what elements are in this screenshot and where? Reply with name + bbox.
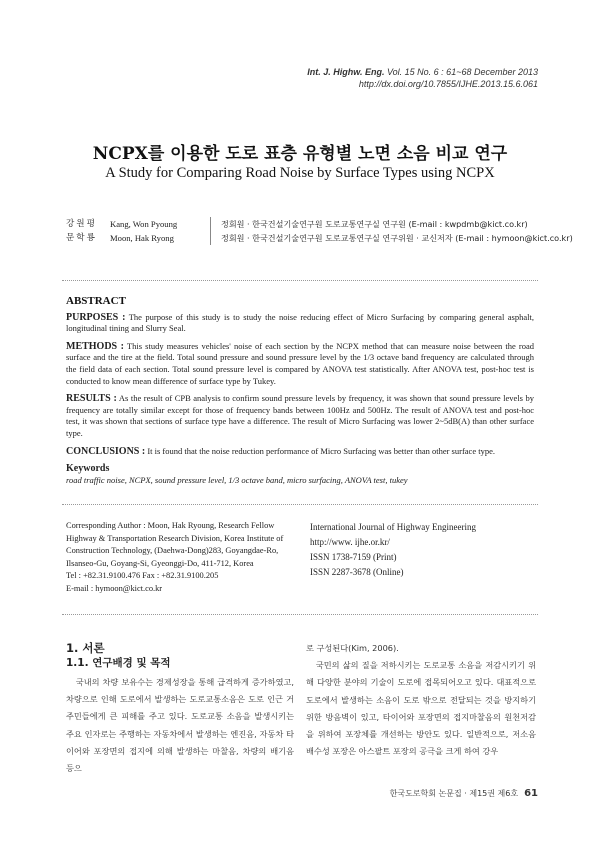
paper-title-korean: NCPX를 이용한 도로 표층 유형별 노면 소음 비교 연구 <box>92 144 508 164</box>
correspondence-line: Ilsanseo-Gu, Goyang-Si, Gyeonggi-Do, 411-712, Korea <box>66 558 254 568</box>
methods-label: METHODS : <box>66 340 124 352</box>
section-heading: 1. 서론 <box>66 641 105 655</box>
author-row <box>66 217 573 231</box>
publication-url[interactable]: http://www. ijhe.or.kr/ <box>310 537 390 547</box>
keywords-label: Keywords <box>66 463 110 475</box>
conclusions-label: CONCLUSIONS : <box>66 445 146 457</box>
abstract-heading: ABSTRACT <box>66 295 126 307</box>
results-label: RESULTS : <box>66 393 117 405</box>
publication-info <box>310 520 538 580</box>
divider <box>62 504 538 505</box>
purposes-text: The purpose of this study is to study the noise reducing effect of Micro Surfacing by comparing general asphalt, longitudinal tining and Slurry Seal. <box>66 311 534 334</box>
divider <box>62 280 538 281</box>
body-paragraph: 로 구성된다(Kim, 2006). <box>306 643 399 653</box>
page-number: 61 <box>524 788 538 799</box>
correspondence-line: Highway & Transportation Research Division, Korea Institute of <box>66 533 284 543</box>
author-name-korean: 문학룡 <box>66 233 97 243</box>
paper-title-english: A Study for Comparing Road Noise by Surface Types using NCPX <box>105 165 495 181</box>
body-paragraph: 국내의 차량 보유수는 경제성장을 통해 급격하게 증가하였고, 차량으로 인해 도로에서 발생하는 도로교통소음은 도로 인근 거주민들에게 큰 피해를 주고 있다. 도로교통 소음을 발생시키는 주요 인자로는 주행하는 자동차에서 발생하는 엔진음, 자동차 타이어와 포장면의 접지에 의해 발생하는 마찰음, 차량의 배기음 등으 <box>66 677 294 774</box>
author-affiliation: 정회원 · 한국건설기술연구원 도로교통연구실 연구위원 · 교신저자 (E-mail : hymoon@kict.co.kr) <box>210 231 573 245</box>
journal-name: Int. J. Highw. Eng. <box>307 67 385 77</box>
author-row <box>66 231 573 245</box>
keywords-text: road traffic noise, NCPX, sound pressure level, 1/3 octave band, micro surfacing, ANOVA test, tukey <box>66 474 408 485</box>
conclusions-text: It is found that the noise reduction performance of Micro Surfacing was better than other surface type. <box>147 445 495 456</box>
journal-doi[interactable]: http://dx.doi.org/10.7855/IJHE.2013.15.6.061 <box>358 79 538 89</box>
author-affiliation: 정회원 · 한국건설기술연구원 도로교통연구실 연구원 (E-mail : kwpdmb@kict.co.kr) <box>210 217 528 231</box>
correspondence-line: Tel : +82.31.9100.476 Fax : +82.31.9100.205 <box>66 571 219 581</box>
body-column-left <box>66 640 294 777</box>
correspondence-line: Construction Technology, (Daehwa-Dong)283, Goyangdae-Ro, <box>66 546 279 556</box>
divider <box>62 614 538 615</box>
body-column-right <box>306 640 536 760</box>
journal-volume: Vol. 15 No. 6 : 61~68 December 2013 <box>386 67 538 77</box>
footer-journal: 한국도로학회 논문집 · 제15권 제6호 <box>389 789 519 798</box>
publication-name: International Journal of Highway Engineering <box>310 522 476 532</box>
purposes-label: PURPOSES : <box>66 311 126 323</box>
author-list <box>66 217 573 245</box>
journal-header <box>307 66 538 90</box>
issn-print: ISSN 1738-7159 (Print) <box>310 552 397 562</box>
page-footer <box>390 788 538 799</box>
abstract-methods <box>66 341 534 387</box>
correspondence-email[interactable]: E-mail : hymoon@kict.co.kr <box>66 583 163 593</box>
body-paragraph: 국민의 삶의 질을 저하시키는 도로교통 소음을 저감시키기 위해 다양한 분야의 기술이 도로에 접목되어오고 있다. 대표적으로 도로에서 발생하는 소음이 도로 밖으로 전달되는 것을 방지하기 위한 방음벽이 있고, 타이어와 포장면의 접지마찰음의 원천저감을 위하여 포장체를 개선하는 방안도 있다. 일반적으로, 저소음 배수성 포장은 아스팔트 포장의 공극을 크게 하여 강우 <box>306 660 536 757</box>
abstract-purposes <box>66 312 534 335</box>
abstract-section <box>66 296 534 486</box>
author-name-english: Kang, Won Pyoung <box>110 219 178 229</box>
subsection-heading: 1.1. 연구배경 및 목적 <box>66 657 171 669</box>
correspondence-line: Corresponding Author : Moon, Hak Ryoung, Research Fellow <box>66 521 275 530</box>
issn-online: ISSN 2287-3678 (Online) <box>310 567 404 577</box>
methods-text: This study measures vehicles' noise of each section by the NCPX method that can measure noise between the road surface and the tire at the field. Total sound pressure and sound pressure level by the 1/3 octave band frequency are calculated through the field data of each section. Total sound pressure level is compared by ANOVA test statistically. After ANOVA test, post-hoc test is conducted to know mean difference of surface type by Tukey. <box>66 340 534 386</box>
abstract-results <box>66 393 534 439</box>
abstract-conclusions <box>66 446 534 458</box>
author-name-korean: 강원평 <box>66 219 97 229</box>
correspondence-block <box>66 520 302 596</box>
author-name-english: Moon, Hak Ryong <box>110 233 174 243</box>
results-text: As the result of CPB analysis to confirm sound pressure levels by frequency, it was shown that sound pressure levels by frequency are totally similar except for those of frequency bands between 100Hz and 500Hz. The result of ANOVA test and post-hoc test, it was shown that sections of surface type have a difference. The result of Micro Surfacing was lower 2~5dB(A) than other surface type. <box>66 393 534 438</box>
